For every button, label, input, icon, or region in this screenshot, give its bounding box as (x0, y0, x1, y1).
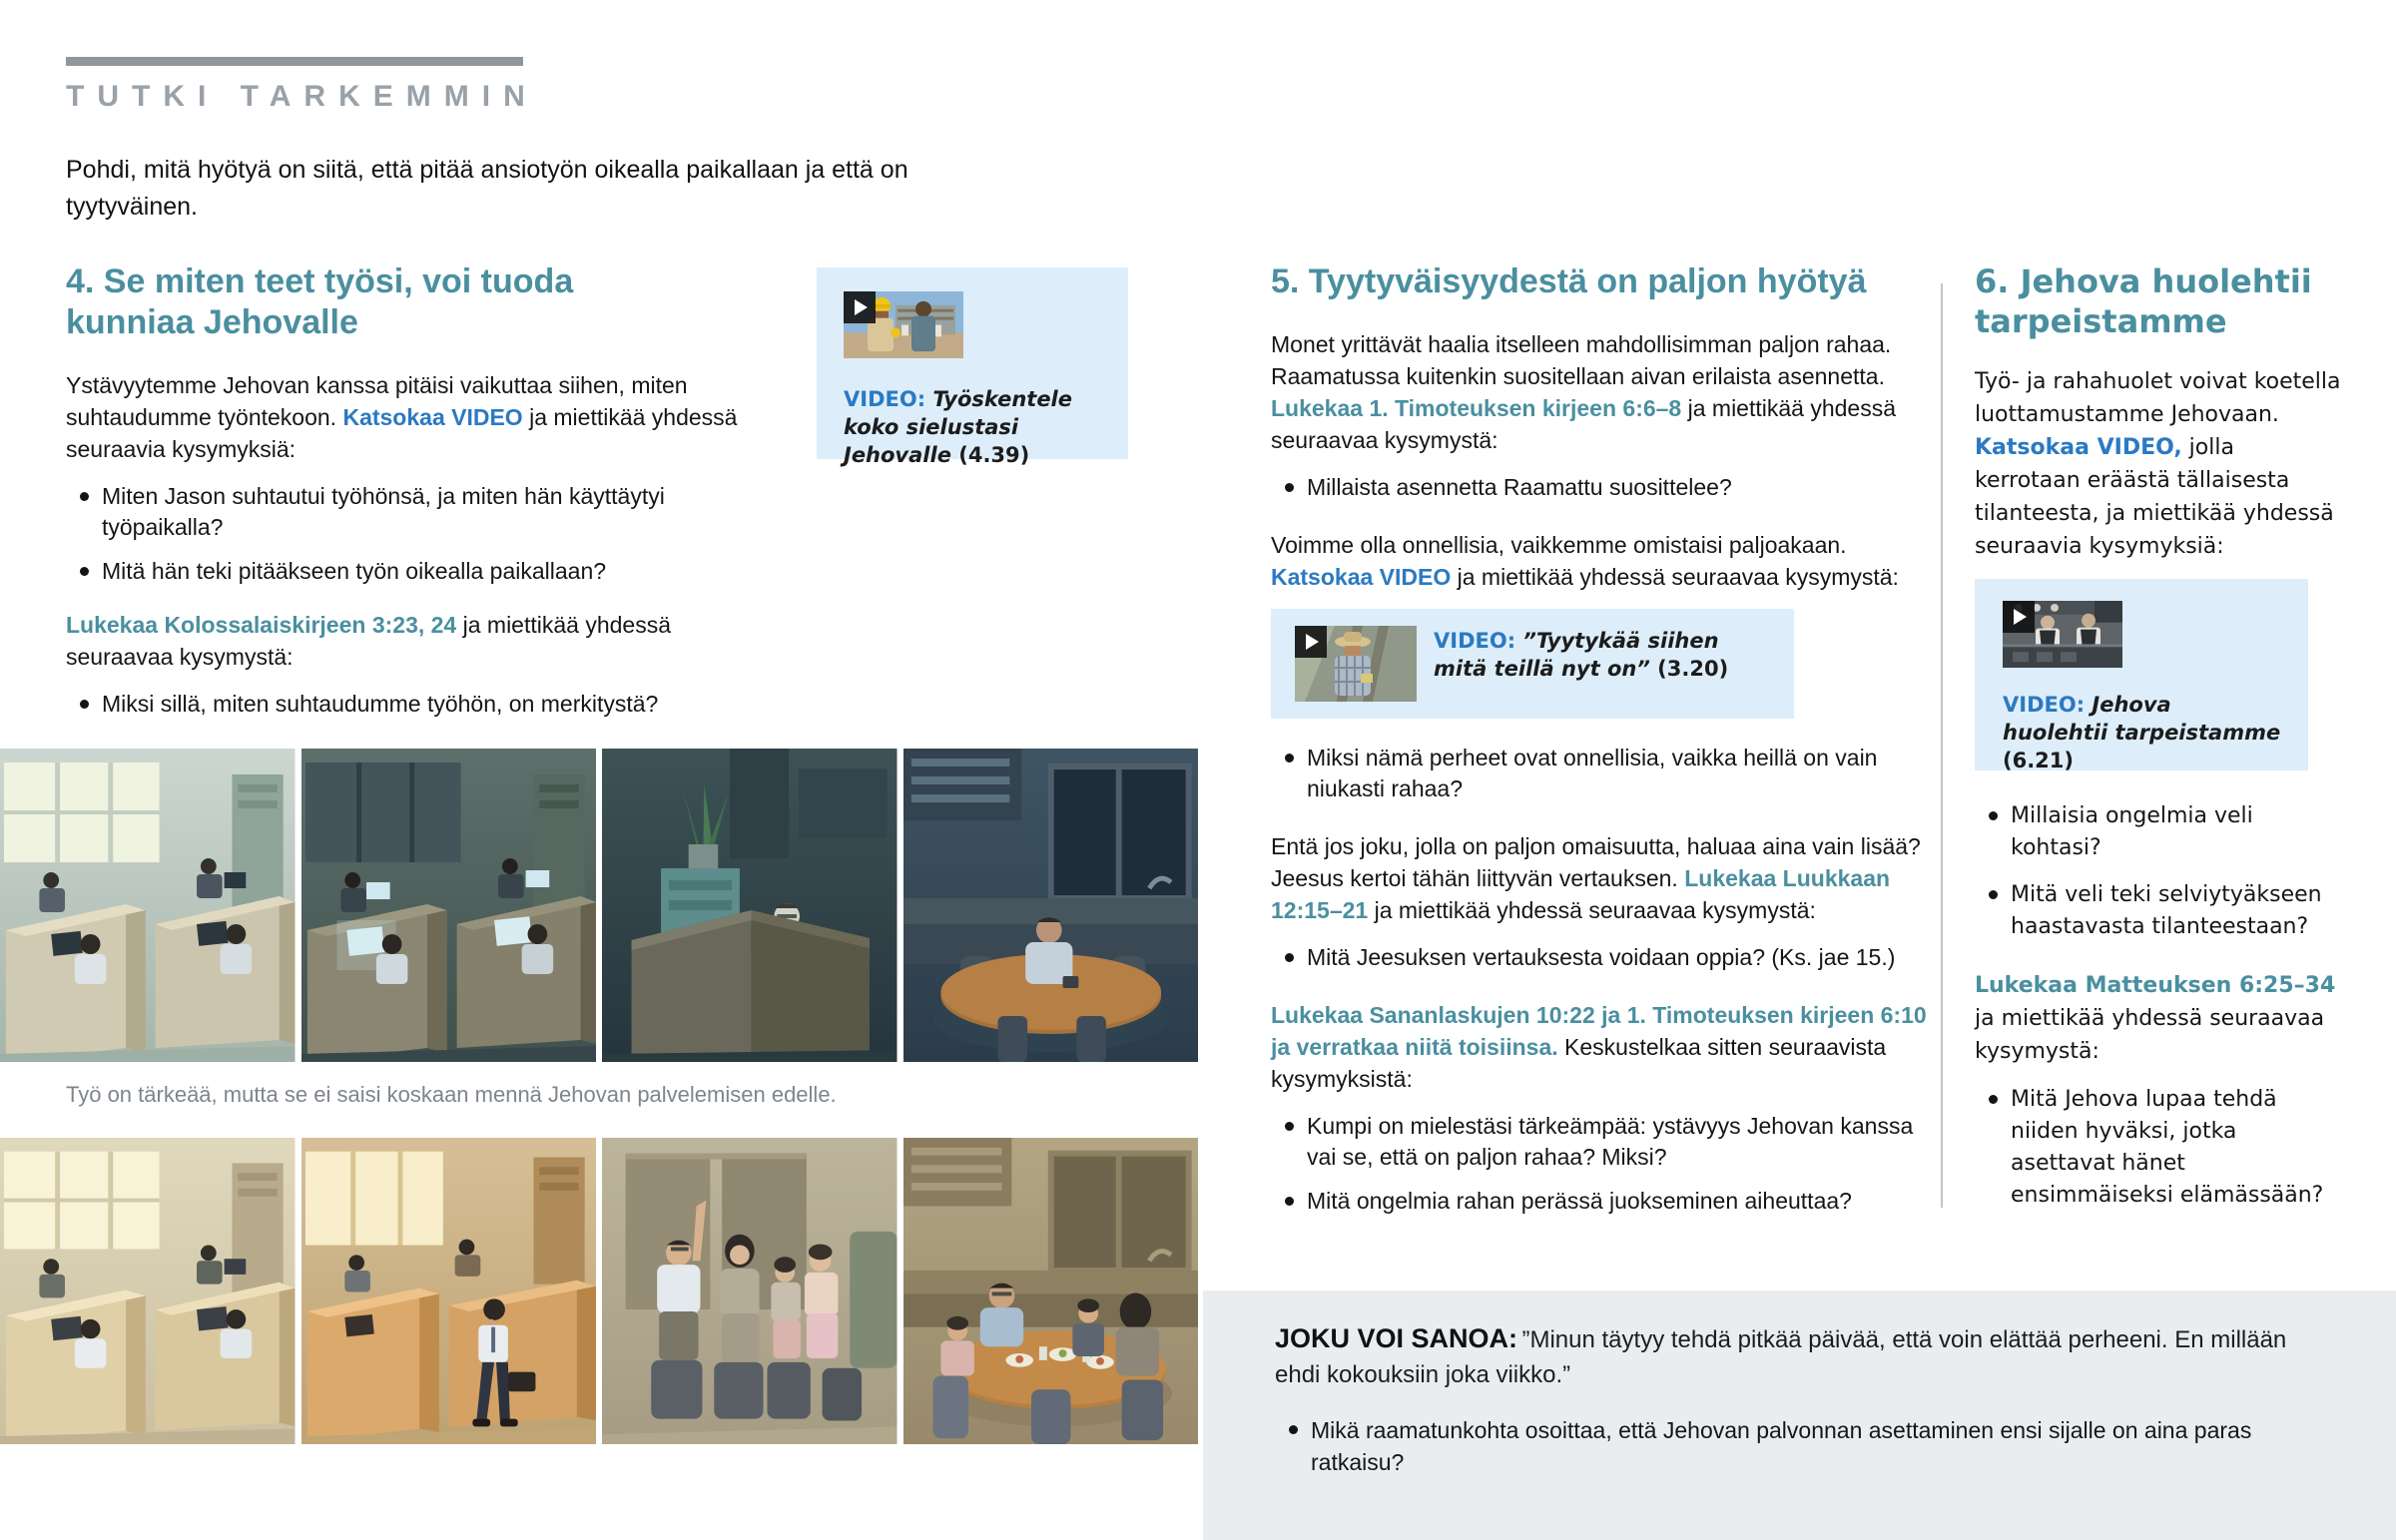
question-item: Mitä Jehova lupaa tehdä niiden hyväksi, jotka asettavat hänet ensimmäiseksi elämässään? (1975, 1084, 2342, 1212)
question-item: Millaisia ongelmia veli kohtasi? (1975, 800, 2342, 864)
video-duration: (6.21) (2003, 749, 2075, 772)
callout-label: JOKU VOI SANOA: (1275, 1323, 1518, 1353)
section-5-heading: 5. Tyytyväisyydestä on paljon hyötyä (1271, 262, 1867, 300)
callout-question: Mikä raamatunkohta osoittaa, että Jehovan palvonnan asettaminen ensi sijalle on aina paras ratkaisu? (1275, 1414, 2289, 1478)
video1-thumbnail[interactable] (844, 291, 963, 358)
scripture-link-prov-10-22[interactable]: Lukekaa Sananlaskujen 10:22 ja 1. Timoteuksen kirjeen 6:10 ja verratkaa niitä toisiinsa. (1271, 1002, 1927, 1060)
video2-thumbnail[interactable] (1295, 626, 1417, 702)
illustration-office-day-cool (0, 749, 296, 1062)
video-duration: (3.20) (1657, 657, 1729, 681)
watch-video-link-s5[interactable]: Katsokaa VIDEO (1271, 564, 1452, 590)
illustration-caption: Työ on tärkeää, mutta se ei saisi koskaan mennä Jehovan palvelemisen edelle. (66, 1082, 837, 1107)
video-label: VIDEO: (844, 387, 926, 411)
question-item: Miksi sillä, miten suhtaudumme työhön, on merkitystä? (66, 689, 775, 720)
text-run: Ystävyytemme Jehovan kanssa pitäisi vaikuttaa siihen, miten suhtaudumme työntekoon. (66, 372, 688, 430)
callout-quote: ”Minun täytyy tehdä pitkää päivää, että voin elättää perheeni. En millään ehdi kokouksiin joka viikko.” (1275, 1326, 2287, 1388)
illustration-office-day-warm (0, 1138, 296, 1444)
section-6-questions-2 (1975, 1084, 2342, 1212)
illustration-row-work (0, 749, 1198, 1062)
video-label: VIDEO: (2003, 693, 2086, 717)
section-5-paragraph-4 (1271, 999, 1930, 1095)
video3-thumbnail[interactable] (2003, 601, 2122, 668)
illustration-office-evening (301, 749, 597, 1062)
section-4-column (66, 261, 775, 742)
text-run: Voimme olla onnellisia, vaikkemme omistaisi paljoakaan. (1271, 532, 1847, 558)
video1-caption[interactable] (844, 385, 1111, 469)
video-title: ”Tyytykää siihen mitä teillä nyt on” (1434, 629, 1719, 681)
column-divider (1941, 283, 1943, 1208)
section-6-heading: 6. Jehova huolehtii tarpeistamme (1975, 262, 2312, 340)
video3-caption[interactable] (2003, 691, 2282, 774)
question-item: Mitä veli teki selviytyäkseen haastavasta tilanteestaan? (1975, 879, 2342, 943)
question-item: Miten Jason suhtautui työhönsä, ja miten hän käyttäytyi työpaikalla? (66, 481, 775, 543)
video-card-3 (1975, 579, 2308, 770)
section-6-column (1975, 261, 2342, 1234)
section-5-column (1271, 261, 1930, 1239)
video-card-2 (1271, 609, 1794, 719)
section-5-questions-3 (1271, 942, 1930, 973)
scripture-link-matt-6-25-34[interactable]: Lukekaa Matteuksen 6:25–34 (1975, 973, 2336, 998)
callout-text (1275, 1322, 2333, 1392)
scripture-link-col3-23-24[interactable]: Lukekaa Kolossalaiskirjeen 3:23, 24 (66, 612, 457, 638)
eyebrow-title: TUTKI TARKEMMIN (66, 80, 538, 113)
text-run: ja miettikää yhdessä seuraavaa kysymystä: (1368, 897, 1816, 923)
watch-video-link-s6[interactable]: Katsokaa VIDEO, (1975, 435, 2182, 460)
video-title: Työskentele koko sielustasi Jehovalle (844, 387, 1073, 467)
question-item: Mitä ongelmia rahan perässä juokseminen aiheuttaa? (1271, 1186, 1930, 1217)
illustration-office-leaving (301, 1138, 597, 1444)
section-5-questions-4 (1271, 1111, 1930, 1217)
question-item: Millaista asennetta Raamattu suosittelee? (1271, 472, 1930, 503)
question-item: Mitä hän teki pitääkseen työn oikealla paikallaan? (66, 556, 775, 587)
intro-text: Pohdi, mitä hyötyä on siitä, että pitää ansiotyön oikealla paikallaan ja että on tyytyväinen. (66, 156, 908, 221)
text-run: ja miettikää yhdessä seuraavia kysymyksiä: (66, 404, 738, 462)
text-run: Työ- ja rahahuolet voivat koetella luottamustamme Jehovaan. (1975, 369, 2341, 427)
text-run: Entä jos joku, jolla on paljon omaisuutta, haluaa aina vain lisää? Jeesus kertoi tähän liittyvän vertauksen. (1271, 833, 1921, 891)
section-5-paragraph-1 (1271, 328, 1930, 456)
section-5-paragraph-2 (1271, 529, 1930, 593)
video-label: VIDEO: (1434, 629, 1516, 653)
section-5-questions-1 (1271, 472, 1930, 503)
video-card-1 (817, 267, 1128, 467)
text-run: ja miettikää yhdessä seuraavaa kysymystä: (1271, 395, 1897, 453)
play-icon[interactable] (1295, 626, 1327, 658)
section-4-questions (66, 481, 775, 587)
illustration-office-night-alone (602, 749, 898, 1062)
illustration-family-meeting (602, 1138, 898, 1444)
video-title: Jehova huolehtii tarpeistamme (2003, 693, 2281, 745)
eyebrow-rule (66, 57, 523, 66)
text-run: Monet yrittävät haalia itselleen mahdollisimman paljon rahaa. Raamatussa kuitenkin suositellaan aivan erilaista asennetta. (1271, 331, 1892, 389)
text-run: ja miettikää yhdessä seuraavaa kysymystä: (66, 612, 672, 670)
question-item: Mitä Jeesuksen vertauksesta voidaan oppia? (Ks. jae 15.) (1271, 942, 1930, 973)
section-6-paragraph-1 (1975, 365, 2342, 563)
scripture-link-1tim-6-6-8[interactable]: Lukekaa 1. Timoteuksen kirjeen 6:6–8 (1271, 395, 1682, 421)
text-run: ja miettikää yhdessä seuraavaa kysymystä: (1451, 564, 1899, 590)
video2-caption[interactable] (1434, 627, 1779, 683)
question-item: Kumpi on mielestäsi tärkeämpää: ystävyys Jehovan kanssa vai se, että on paljon rahaa? Miksi? (1271, 1111, 1930, 1173)
text-run: jolla kerrotaan eräästä tällaisesta tilanteesta, ja miettikää yhdessä seuraavia kysymyksiä: (1975, 435, 2334, 559)
section-5-paragraph-3 (1271, 830, 1930, 926)
section-5-questions-2 (1271, 743, 1930, 804)
section-4-heading: 4. Se miten teet työsi, voi tuoda kunniaa Jehovalle (66, 262, 574, 341)
play-icon[interactable] (844, 291, 876, 323)
someone-may-say-callout (1203, 1290, 2396, 1540)
watch-video-link-s4[interactable]: Katsokaa VIDEO (342, 404, 523, 430)
illustration-family-dinner (903, 1138, 1199, 1444)
section-4-paragraph-1 (66, 369, 775, 465)
section-4-paragraph-2 (66, 609, 775, 673)
section-6-paragraph-2 (1975, 969, 2342, 1068)
section-4-questions-2 (66, 689, 775, 720)
illustration-kitchen-night-alone (903, 749, 1199, 1062)
scripture-link-luke-12-15-21[interactable]: Lukekaa Luukkaan 12:15–21 (1271, 865, 1891, 923)
text-run: Keskustelkaa sitten seuraavista kysymyksistä: (1271, 1034, 1887, 1092)
video-duration: (4.39) (958, 443, 1030, 467)
question-item: Miksi nämä perheet ovat onnellisia, vaikka heillä on vain niukasti rahaa? (1271, 743, 1930, 804)
section-6-questions-1 (1975, 800, 2342, 943)
play-icon[interactable] (2003, 601, 2035, 633)
illustration-row-balance (0, 1138, 1198, 1444)
text-run: ja miettikää yhdessä seuraavaa kysymystä: (1975, 1006, 2325, 1064)
